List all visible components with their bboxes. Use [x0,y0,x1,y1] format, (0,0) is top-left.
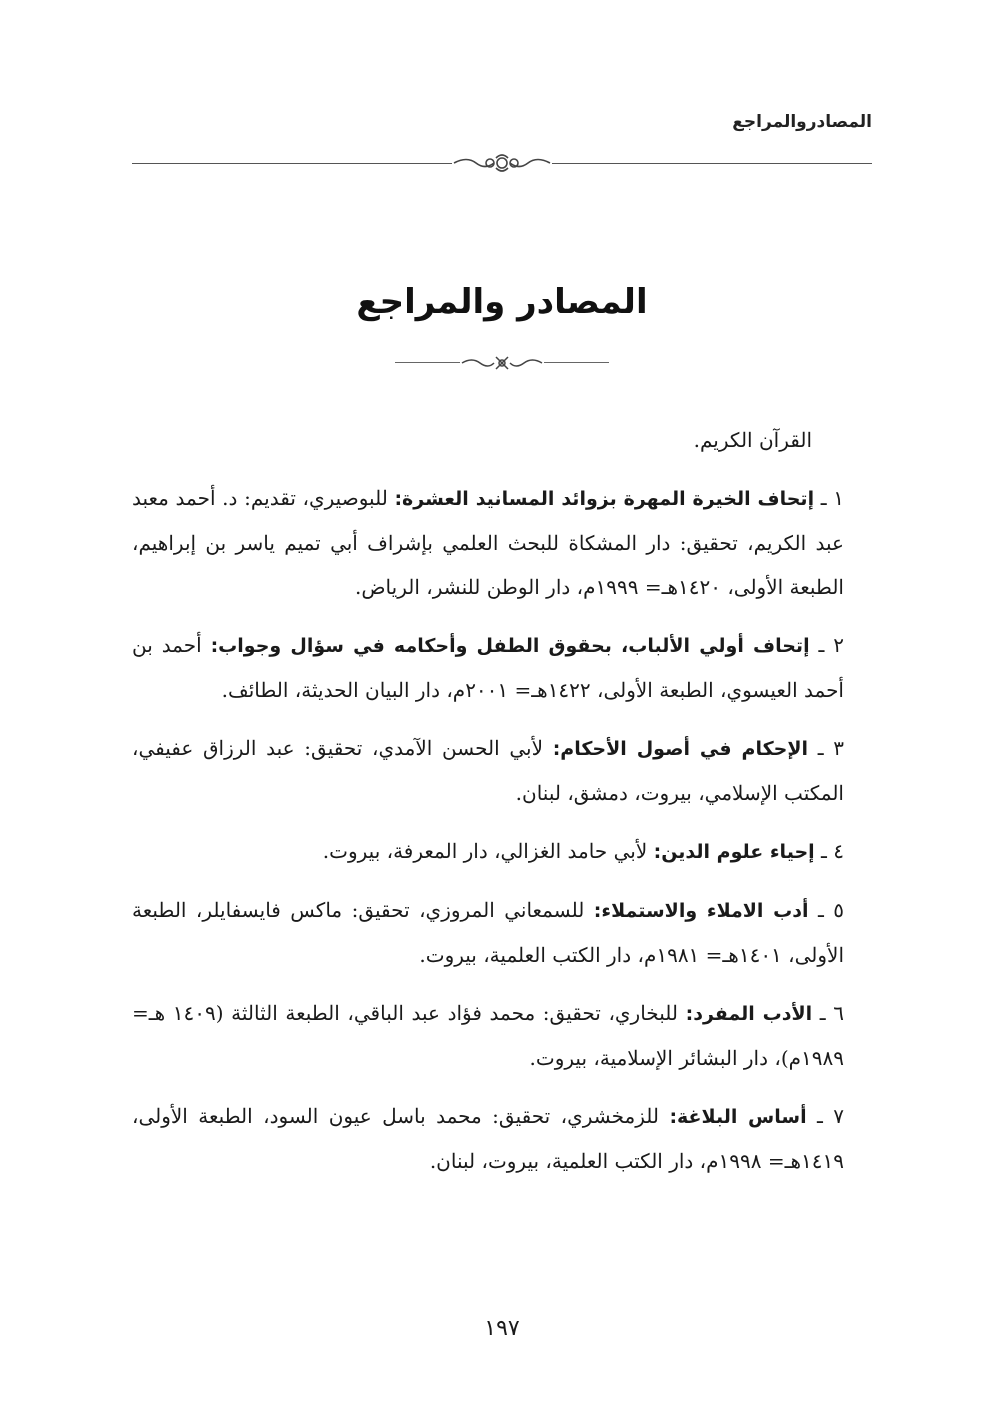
references-list [132,398,872,1197]
header-ornament-icon [452,152,552,174]
entry-number: ١ ـ [820,486,845,510]
entry-details: للبخاري، تحقيق: محمد فؤاد عبد الباقي، الطبعة الثالثة (١٤٠٩ هـ= ١٩٨٩م)، دار البشائر الإسلامية، بيروت. [132,1001,844,1070]
entry-title: الأدب المفرد: [685,1003,813,1025]
entry-title: إتحاف أولي الألباب، بحقوق الطفل وأحكامه في سؤال وجواب: [210,635,810,657]
entry-details: لأبي الحسن الآمدي، تحقيق: عبد الرزاق عفيفي، المكتب الإسلامي، بيروت، دمشق، لبنان. [132,736,844,805]
entry-title: إحياء علوم الدين: [653,841,815,863]
title-ornament-icon [460,352,544,374]
entry-number: ٤ ـ [821,839,844,863]
reference-entry [132,991,872,1080]
entry-title: إتحاف الخيرة المهرة بزوائد المسانيد العشرة: [394,488,815,510]
running-head: المصادروالمراجع [732,112,872,132]
reference-entry [132,888,872,977]
entry-details: لأبي حامد الغزالي، دار المعرفة، بيروت. [322,839,648,863]
page-title: المصادر والمراجع [356,282,648,322]
entry-details: أحمد بن أحمد العيسوي، الطبعة الأولى، ١٤٢٢هـ= ٢٠٠١م، دار البيان الحديثة، الطائف. [132,633,844,702]
entry-details: للزمخشري، تحقيق: محمد باسل عيون السود، الطبعة الأولى، ١٤١٩هـ= ١٩٩٨م، دار الكتب العلمية، بيروت، لبنان. [132,1104,844,1173]
entry-details: للسمعاني المروزي، تحقيق: ماكس فايسفايلر، الطبعة الأولى، ١٤٠١هـ= ١٩٨١م، دار الكتب العلمية، بيروت. [132,898,844,967]
page-number: ١٩٧ [484,1316,520,1341]
reference-entry [132,726,872,815]
reference-entry [132,829,872,874]
entry-title: أدب الاملاء والاستملاء: [593,900,809,922]
entry-number: ٣ ـ [817,736,845,760]
entry-title: الإحكام في أصول الأحكام: [552,738,808,760]
entry-details: للبوصيري، تقديم: د. أحمد معبد عبد الكريم، تحقيق: دار المشكاة للبحث العلمي بإشراف أبي تميم ياسر بن إبراهيم، الطبعة الأولى، ١٤٢٠هـ= ١٩٩٩م، دار الوطن للنشر، الرياض. [132,486,844,599]
entry-number: ٧ ـ [817,1104,845,1128]
reference-entry [132,623,872,712]
entry-number: ٢ ـ [818,633,845,657]
entry-number: ٦ ـ [819,1001,845,1025]
intro-line: القرآن الكريم. [693,428,812,452]
reference-entry [132,1094,872,1183]
reference-entry [132,476,872,609]
entry-number: ٥ ـ [817,898,844,922]
entry-title: أساس البلاغة: [669,1106,807,1128]
